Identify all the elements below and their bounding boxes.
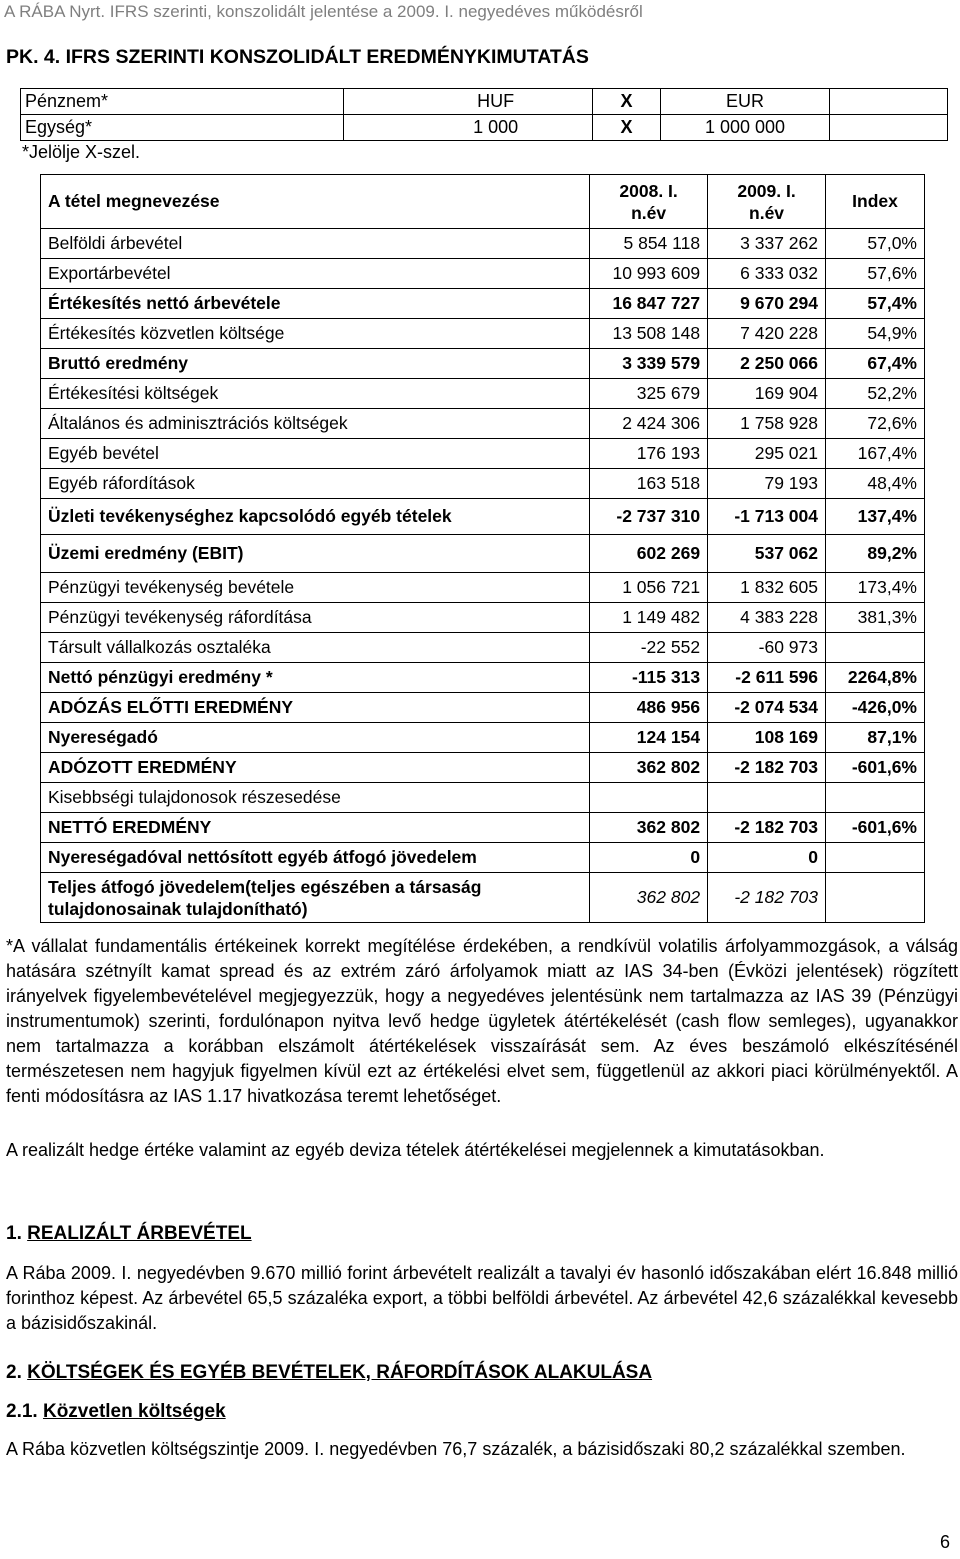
value-2008: 3 339 579: [590, 349, 708, 379]
row-label: Értékesítési költségek: [41, 379, 590, 409]
row-label: Bruttó eredmény: [41, 349, 590, 379]
row-label: Általános és adminisztrációs költségek: [41, 409, 590, 439]
mark-note: *Jelölje X-szel.: [22, 142, 141, 162]
value-2009: 9 670 294: [708, 289, 826, 319]
row-label: ADÓZOTT EREDMÉNY: [41, 753, 590, 783]
section-2-title: KÖLTSÉGEK ÉS EGYÉB BEVÉTELEK, RÁFORDÍTÁSOK ALAKULÁSA: [27, 1362, 653, 1383]
value-2008: -115 313: [590, 663, 708, 693]
footnote-paragraph: *A vállalat fundamentális értékeinek korrekt megítélése érdekében, a rendkívül volatilis árfolyammozgások, a válság hatására szétnyílt kamat spread és az extrém záró árfolyamok miatt az IAS 34-ben (Évközi jelentések) rögzített irányelvek figyelembevételével megjegyezzük, hogy a negyedéves jelentésünk nem tartalmazza az IAS 39 (Pénzügyi instrumentumok) szerinti, fordulónapon nyitva levő hedge ügyletek átértékelését (cash flow semleges), ugyanakkor nem tartalmazza a korábban elszámolt átértékelések visszaírását sem. Az éves beszámoló elkészítésénél természetesen nem hagyjuk figyelmen kívül ezt az értékelési elvet sem, függetlenül az akkori piaci körülményektől. A fenti módosításra az IAS 1.17 hivatkozása teremt lehetőséget.: [6, 936, 958, 1106]
value-index: 67,4%: [826, 349, 925, 379]
value-2008: -2 737 310: [590, 499, 708, 535]
table-row: [41, 663, 925, 693]
value-index: 2264,8%: [826, 663, 925, 693]
currency-unit-box: [20, 88, 948, 141]
table-row: [41, 633, 925, 663]
value-index: [826, 783, 925, 813]
row-label: Nettó pénzügyi eredmény *: [41, 663, 590, 693]
row-label: Értékesítés közvetlen költsége: [41, 319, 590, 349]
value-2009: -60 973: [708, 633, 826, 663]
row-label: Értékesítés nettó árbevétele: [41, 289, 590, 319]
value-2009: [708, 783, 826, 813]
unit-thousand: 1 000: [343, 115, 592, 141]
value-2009: 108 169: [708, 723, 826, 753]
value-2008: 325 679: [590, 379, 708, 409]
value-2009: -2 182 703: [708, 873, 826, 923]
row-label: Exportárbevétel: [41, 259, 590, 289]
currency-eur: EUR: [661, 89, 829, 115]
unit-mark: X: [592, 115, 661, 141]
value-2009: 7 420 228: [708, 319, 826, 349]
table-row: [41, 573, 925, 603]
header-index: Index: [826, 175, 925, 229]
section-2-number: 2.: [6, 1362, 22, 1383]
table-row: [41, 753, 925, 783]
value-2009: -2 182 703: [708, 753, 826, 783]
section-1-title: REALIZÁLT ÁRBEVÉTEL: [27, 1223, 252, 1244]
value-2008: 362 802: [590, 873, 708, 923]
header-2008-line1: 2008. I.: [619, 180, 678, 201]
row-label: [41, 873, 590, 923]
section-21-number: 2.1.: [6, 1401, 38, 1422]
row-label-line1: Teljes átfogó jövedelem(teljes egészében a társaság: [48, 876, 482, 897]
table-row: [41, 229, 925, 259]
table-row: [41, 379, 925, 409]
row-label: Üzemi eredmény (EBIT): [41, 535, 590, 573]
header-2009-line2: n.év: [749, 202, 785, 223]
value-index: [826, 843, 925, 873]
table-row: [41, 693, 925, 723]
table-row: [41, 723, 925, 753]
value-2008: 0: [590, 843, 708, 873]
row-label: Belföldi árbevétel: [41, 229, 590, 259]
value-2009: 1 832 605: [708, 573, 826, 603]
value-2008: 124 154: [590, 723, 708, 753]
header-2009: [708, 175, 826, 229]
row-label-line2: tulajdonosainak tulajdonítható): [48, 898, 308, 919]
value-2008: 362 802: [590, 813, 708, 843]
income-statement-table: [40, 174, 925, 923]
header-2009-line1: 2009. I.: [737, 180, 796, 201]
value-2009: 169 904: [708, 379, 826, 409]
value-index: -601,6%: [826, 813, 925, 843]
table-row: [41, 603, 925, 633]
currency-empty: [829, 89, 947, 115]
value-2008: 1 149 482: [590, 603, 708, 633]
unit-empty: [829, 115, 947, 141]
row-label: Üzleti tevékenységhez kapcsolódó egyéb tételek: [41, 499, 590, 535]
value-2009: 537 062: [708, 535, 826, 573]
section-1-text: A Rába 2009. I. negyedévben 9.670 millió forint árbevételt realizált a tavalyi év hasonló időszakában elért 16.848 millió forinthoz képest. Az árbevétel 65,5 százaléka export, a többi belföldi árbevétel. Az árbevétel 42,6 százalékkal kevesebb a bázisidőszakinál.: [6, 1263, 958, 1333]
value-2008: 163 518: [590, 469, 708, 499]
row-label: Egyéb bevétel: [41, 439, 590, 469]
value-index: 173,4%: [826, 573, 925, 603]
value-index: [826, 633, 925, 663]
value-2009: 0: [708, 843, 826, 873]
value-index: 57,6%: [826, 259, 925, 289]
value-2009: -2 074 534: [708, 693, 826, 723]
value-index: -426,0%: [826, 693, 925, 723]
value-2009: 79 193: [708, 469, 826, 499]
value-index: 89,2%: [826, 535, 925, 573]
row-label: Kisebbségi tulajdonosok részesedése: [41, 783, 590, 813]
value-2008: 5 854 118: [590, 229, 708, 259]
value-index: 57,4%: [826, 289, 925, 319]
value-index: 87,1%: [826, 723, 925, 753]
value-2008: 176 193: [590, 439, 708, 469]
row-label: Társult vállalkozás osztaléka: [41, 633, 590, 663]
value-2008: 486 956: [590, 693, 708, 723]
section-21-text: A Rába közvetlen költségszintje 2009. I. negyedévben 76,7 százalék, a bázisidőszaki 80,2 százalékkal szemben.: [6, 1439, 906, 1459]
table-row: [41, 439, 925, 469]
table-row: [41, 783, 925, 813]
currency-mark: X: [592, 89, 661, 115]
value-2008: 16 847 727: [590, 289, 708, 319]
section-1-number: 1.: [6, 1223, 22, 1244]
value-index: 54,9%: [826, 319, 925, 349]
value-index: 167,4%: [826, 439, 925, 469]
value-2009: 295 021: [708, 439, 826, 469]
currency-huf: HUF: [343, 89, 592, 115]
currency-label: Pénznem*: [21, 89, 344, 115]
currency-row: [21, 89, 948, 115]
value-2009: -2 611 596: [708, 663, 826, 693]
value-2009: -1 713 004: [708, 499, 826, 535]
value-2008: 602 269: [590, 535, 708, 573]
row-label: ADÓZÁS ELŐTTI EREDMÉNY: [41, 693, 590, 723]
value-2009: 6 333 032: [708, 259, 826, 289]
table-row: [41, 289, 925, 319]
table-row: [41, 499, 925, 535]
value-index: 52,2%: [826, 379, 925, 409]
row-label: Nyereségadó: [41, 723, 590, 753]
unit-million: 1 000 000: [661, 115, 829, 141]
value-2008: 1 056 721: [590, 573, 708, 603]
section-2-heading: [6, 1362, 652, 1384]
header-2008: [590, 175, 708, 229]
row-label: Pénzügyi tevékenység ráfordítása: [41, 603, 590, 633]
value-2009: 2 250 066: [708, 349, 826, 379]
table-row: [41, 813, 925, 843]
table-row: [41, 535, 925, 573]
row-label: Pénzügyi tevékenység bevétele: [41, 573, 590, 603]
row-label: Nyereségadóval nettósított egyéb átfogó jövedelem: [41, 843, 590, 873]
table-row: [41, 349, 925, 379]
unit-row: [21, 115, 948, 141]
section-21-heading: [6, 1401, 226, 1423]
section-1-heading: [6, 1223, 252, 1245]
table-row: [41, 409, 925, 439]
table-row: [41, 259, 925, 289]
running-header: A RÁBA Nyrt. IFRS szerinti, konszolidált jelentése a 2009. I. negyedéves működésről: [4, 2, 643, 21]
header-2008-line2: n.év: [631, 202, 667, 223]
value-index: 72,6%: [826, 409, 925, 439]
table-row: [41, 873, 925, 923]
value-2009: 3 337 262: [708, 229, 826, 259]
unit-label: Egység*: [21, 115, 344, 141]
value-2009: 1 758 928: [708, 409, 826, 439]
value-2008: 362 802: [590, 753, 708, 783]
page-number: 6: [939, 1532, 950, 1552]
value-2008: 2 424 306: [590, 409, 708, 439]
footnote-paragraph-2: A realizált hedge értéke valamint az egyéb deviza tételek átértékelései megjelennek a kimutatásokban.: [6, 1140, 825, 1160]
value-2008: -22 552: [590, 633, 708, 663]
value-index: [826, 873, 925, 923]
value-2008: [590, 783, 708, 813]
value-index: 57,0%: [826, 229, 925, 259]
value-index: 48,4%: [826, 469, 925, 499]
table-row: [41, 319, 925, 349]
value-2008: 10 993 609: [590, 259, 708, 289]
value-2009: -2 182 703: [708, 813, 826, 843]
table-header-row: [41, 175, 925, 229]
row-label: Egyéb ráfordítások: [41, 469, 590, 499]
section-21-title: Közvetlen költségek: [42, 1401, 226, 1422]
table-row: [41, 843, 925, 873]
value-index: 137,4%: [826, 499, 925, 535]
table-row: [41, 469, 925, 499]
page-title: PK. 4. IFRS SZERINTI KONSZOLIDÁLT EREDMÉNYKIMUTATÁS: [6, 46, 589, 68]
value-2008: 13 508 148: [590, 319, 708, 349]
row-label: NETTÓ EREDMÉNY: [41, 813, 590, 843]
header-item-name: A tétel megnevezése: [41, 175, 590, 229]
value-index: -601,6%: [826, 753, 925, 783]
value-2009: 4 383 228: [708, 603, 826, 633]
value-index: 381,3%: [826, 603, 925, 633]
